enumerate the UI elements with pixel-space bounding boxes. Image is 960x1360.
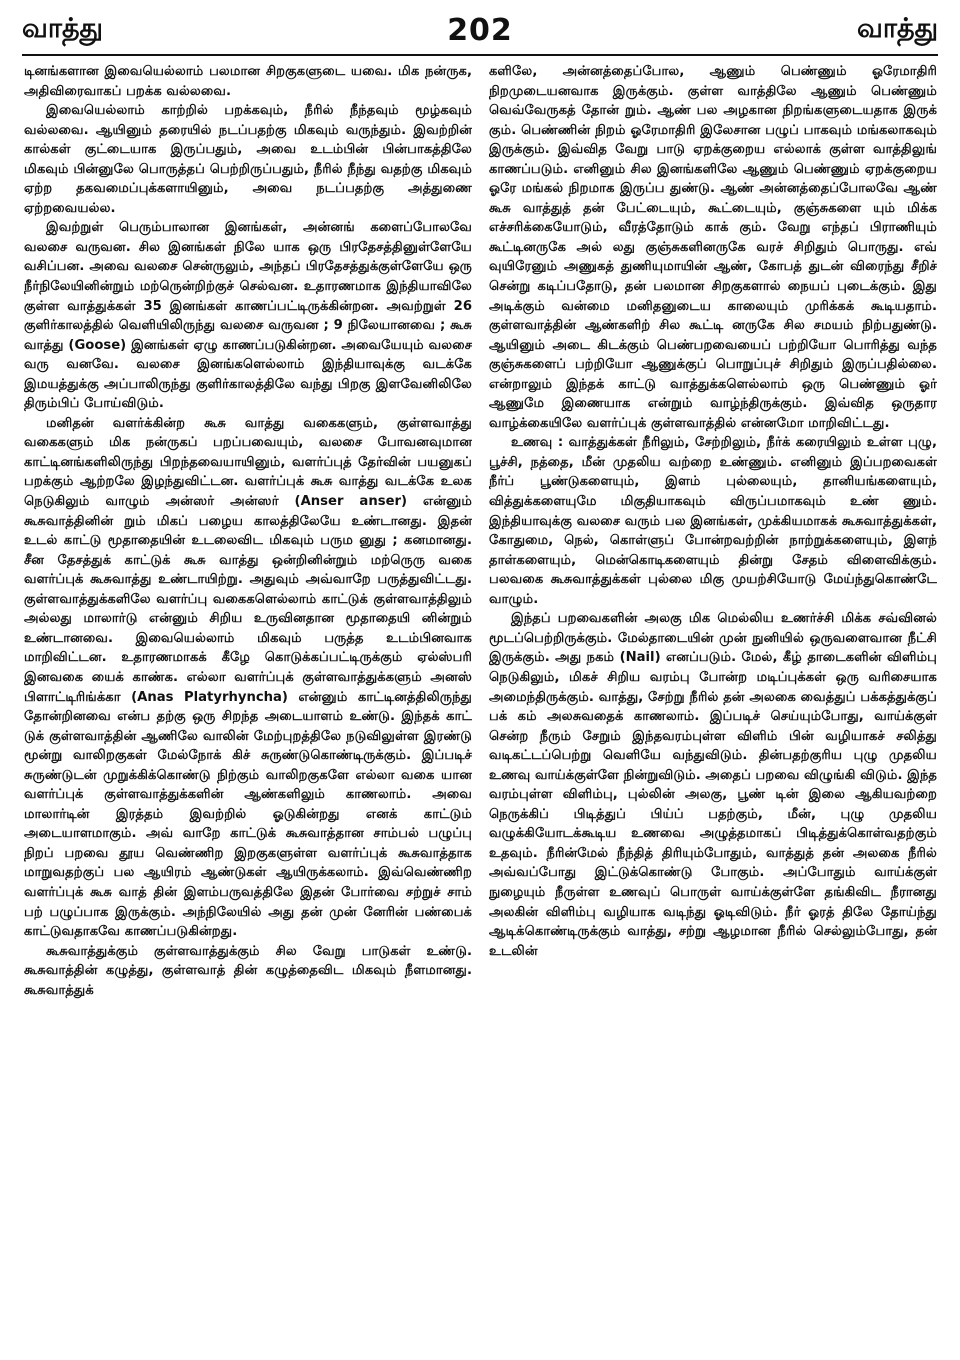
paragraph: களிலே, அன்னத்தைப்போல, ஆணும் பெண்ணும் ஓரேமாதிரி நிறமுடையனவாக இருக்கும். குள்ள வாத்திலே ஆணும் பெண்ணும் வெவ்வேருகத் தோன் றும். ஆண் பல அழகான நிறங்களுடையதாக இருக் கும். பெண்ணின் நிறம் ஓரேமாதிரி இலேசான பழுப் பாகவும் மங்கலாகவும் இருக்கும். இவ்வித வேறு பாடு ஏறக்குறைய எல்லாக் குள்ள வாத்திலுங் காணப்படும். எனினும் சில இனங்களிலே ஆணும் பெண்ணும் ஏறக்குறைய ஓரே மங்கல் நிறமாக இருப்ப துண்டு. ஆண் அன்னத்தைப்போலவே ஆண் கூசு வாத்துத் தன் பேட்டையும், கூட்டையும், குஞ்சுகளை யும் மிக்க எச்சரிக்கையோடும், வீரத்தோடும் காக் கும். வேறு எந்தப் பிராணியும் கூட்டினருகே அல் லது குஞ்சுகளினருகே வரச் சிறிதும் பொருது. எவ் வுயிரேனும் அணுகத் துணியுமாயின் ஆண், கோபத் துடன் விரைந்து சீறிச் சென்று கடிப்பதோடு, தன் பலமான சிறகுகளால் நையப் புடைக்கும். இது அடிக்கும் வன்மை மனிதனுடைய காலையும் முரிக்கக் கூடியதாம். குள்ளவாத்தின் ஆண்களிற் சில கூட்டி னருகே சில சமயம் நிற்பதுண்டு. ஆயினும் அடை கிடக்கும் பெண்பறவையைப் பற்றியோ பொரித்து வந்த குஞ்சுகளைப் பற்றியோ ஆணுக்குப் பொறுப்புச் சிறிதும் இருப்பதில்லை. என்றாலும் இந்தக் காட்டு வாத்துக்களெல்லாம் ஒரு பெண்ணும் ஓர் ஆணுமே இணையாக என்றும் வாழ்ந்திருக்கும். இவ்வித ஒருதார வாழ்க்கையிலே வளர்ப்புக் குள்ளவாத்தில் என்னமோ மாறிவிட்டது. [489, 64, 937, 431]
paragraph: இவையெல்லாம் காற்றில் பறக்கவும், நீரில் நீந்தவும் மூழ்கவும் வல்லவை. ஆயினும் தரையில் நடப்பதற்கு மிகவும் வருந்தும். இவற்றின் கால்கள் குட்டையாக இருப்பதும், அவை உடம்பின் பின்பாகத்திலே மிகவும் பின்னுலே பொருத்தப் பெற்றிருப்பதும், நீரில் நீந்து வதற்கு மிகவும் ஏற்ற தகவமைப்புக்களாயினும், அவை நடப்பதற்கு அத்துணை ஏற்றவையல்ல. [24, 103, 472, 216]
paragraph: கூசுவாத்துக்கும் குள்ளவாத்துக்கும் சில வேறு பாடுகள் உண்டு. கூசுவாத்தின் கழுத்து, குள்ளவாத் தின் கழுத்தைவிட மிகவும் நீளமானது. கூசுவாத்துக் [24, 943, 472, 998]
right-headword: வாத்து [857, 12, 938, 44]
paragraph: மனிதன் வளர்க்கின்ற கூசு வாத்து வகைகளும், குள்ளவாத்து வகைகளும் மிக நன்ருகப் பறப்பவையும், வலசை போவனவுமான காட்டினங்களிலிருந்து பிறந்தவையாயினும், வளர்ப்புத் தேர்வின் பயனுகப் பறக்கும் ஆற்றலே இழந்துவிட்டன. வளர்ப்புக் கூசு வாத்து வடக்கே உலக நெடுகிலும் வாழும் அன்ஸர் அன்ஸர் (Anser anser) என்னும் கூசுவாத்தினின் றும் மிகப் பழைய காலத்திலேயே உண்டானது. இதன் உடல் காட்டு மூதாதையின் உடலைவிட மிகவும் பரும னுது ; கனமானது. சீன தேசத்துக் காட்டுக் கூசு வாத்து ஒன்றினின்றும் மற்ருெரு வகை வளர்ப்புக் கூசுவாத்து உண்டாயிற்று. அதுவும் அவ்வாறே பருத்துவிட்டது. குள்ளவாத்துக்களிலே வளர்ப்பு வகைகளெல்லாம் காட்டுக் குள்ளவாத்திலும் அல்லது மாலார்டு என்னும் சிறிய உருவினதான மூதாதையி னின்றும் உண்டானவை. இவையெல்லாம் மிகவும் பருத்த உடம்பினவாக மாறிவிட்டன. உதாரணமாகக் கீழே கொடுக்கப்பட்டிருக்கும் ஏல்ஸ்பரி இனவகை யைக் காண்க. எல்லா வளர்ப்புக் குள்ளவாத்துக்களும் அனஸ் பிளாட்டிரிங்க்கா (Anas Platyrhyncha) என்னும் காட்டினத்திலிருந்து தோன்றினவை என்ப தற்கு ஒரு சிறந்த அடையாளம் உண்டு. இந்தக் காட் டுக் குள்ளவாத்தின் ஆணிலே வாலின் மேற்புறத்திலே நடுவிலுள்ள இரண்டு மூன்று வாலிறகுகள் மேல்நோக் கிச் சுருண்டுகொண்டிருக்கும். இப்படிச் சுருண்டுடன் முறுக்கிக்கொண்டு நிற்கும் வாலிறகுகளே எல்லா வகை யான வளர்ப்புக் குள்ளவாத்துக்களின் ஆண்களிலும் காணலாம். அவை மாலார்டின் இரத்தம் இவற்றில் ஓடுகின்றது எனக் காட்டும் அடையாளமாகும். அவ் வாறே காட்டுக் கூசுவாத்தான சாம்பல் பழுப்பு நிறப் பறவை தூய வெண்ணிற இறகுகளுள்ள வளர்ப்புக் கூசுவாத்தாக மாறுவதற்குப் பல ஆயிரம் ஆண்டுகள் ஆயிருக்கலாம். இவ்வெண்ணிற வளர்ப்புக் கூசு வாத் தின் இளம்பருவத்திலே இதன் போர்வை சற்றுச் சாம் பற் பழுப்பாக இருக்கும். அந்நிலேயில் அது தன் முன் னேரின் பண்பைக் காட்டுவதாகவே காணப்படுகின்றது. [24, 415, 472, 940]
paragraph: இந்தப் பறவைகளின் அலகு மிக மெல்லிய உணர்ச்சி மிக்க சவ்வினல் மூடப்பெற்றிருக்கும். மேல்தாடையின் முன் நுனியில் ஒருவளைவான நீட்சி இருக்கும். அது நகம் (Nail) எனப்படும். மேல், கீழ் தாடைகளின் விளிம்பு நெடுகிலும், மிகச் சிறிய வரம்பு போன்ற மடிப்புக்கள் ஒரு வரிசையாக அமைந்திருக்கும். வாத்து, சேற்று நீரில் தன் அலகை வைத்துப் பக்கத்துக்குப் பக் கம் அலசுவதைக் காணலாம். இப்படிச் செய்யும்போது, வாய்க்குள் சென்ற நீரும் சேறும் இந்தவரம்புள்ள விளிம் பின் வழியாகச் சலித்து வடிகட்டப்பெற்று வெளியே வந்துவிடும். தின்பதற்குரிய புழு முதலிய உணவு வாய்க்குள்ளே நின்றுவிடும். அதைப் பறவை விழுங்கி விடும். இந்த வரம்புள்ள விளிம்பு, புல்லின் அலகு, பூண் டின் இலை ஆகியவற்றை நெருக்கிப் பிடித்துப் பிய்ப் பதற்கும், மீன், புழு முதலிய வழுக்கியோடக்கூடிய உணவை அழுத்தமாகப் பிடித்துக்கொள்வதற்கும் உதவும். நீரின்மேல் நீந்தித் திரியும்போதும், வாத்துத் தன் அலகை நீரில் அவ்வப்போது இட்டுக்கொண்டு போகும். அப்போதும் வாய்க்குள் நுழையும் நீருள்ள உணவுப் பொருள் வாய்க்குள்ளே தங்கிவிட நீரானது அலகின் விளிம்பு வழியாக வடிந்து ஓடிவிடும். நீர் ஓரத் திலே தோய்ந்து ஆடிக்கொண்டிருக்கும் வாத்து, சற்று ஆழமான நீரில் செல்லும்போது, தன் உடலின் [489, 611, 937, 959]
left-column [24, 62, 472, 1350]
paragraph: உணவு : வாத்துக்கள் நீரிலும், சேற்றிலும், நீர்க் கரையிலும் உள்ள புழு, பூச்சி, நத்தை, மீன் முதலிய வற்றை உண்ணும். எனினும் இப்பறவைகள் நீர்ப் பூண்டுகளையும், இளம் புல்லையும், தானியங்களையும், வித்துக்களையுமே மிகுதியாகவும் விருப்பமாகவும் உண் ணும். இந்தியாவுக்கு வலசை வரும் பல இனங்கள், முக்கியமாகக் கூசுவாத்துக்கள், கோதுமை, நெல், கொள்ளுப் போன்றவற்றின் நாற்றுக்களையும், இளந் தாள்களையும், மென்கொடிகளையும் தின்று சேதம் விளைவிக்கும். பலவகை கூசுவாத்துக்கள் புல்லை மிகு முயற்சியோடு மேய்ந்துகொண்டே வாழும். [489, 435, 937, 607]
right-column [489, 62, 937, 1350]
paragraph: டினங்களான இவையெல்லாம் பலமான சிறகுகளுடை யவை. மிக நன்ருக, அதிவிரைவாகப் பறக்க வல்லவை. [24, 64, 472, 99]
page-header [22, 8, 938, 52]
header-rule [22, 54, 938, 56]
page-number: 202 [447, 12, 513, 48]
paragraph: இவற்றுள் பெரும்பாலான இனங்கள், அன்னங் களைப்போலவே வலசை வருவன. சில இனங்கள் நிலே யாக ஒரு பிரதேசத்தினுள்ளேயே வசிப்பன. அவை வலசை சென்ருலும், அந்தப் பிரதேசத்துக்குள்ளேயே ஒரு நீர்நிலேயினின்றும் மற்ருென்றிற்குச் செல்வன. உதாரணமாக இந்தியாவிலே குள்ள வாத்துக்கள் 35 இனங்கள் காணப்பட்டிருக்கின்றன. அவற்றுள் 26 குளிர்காலத்தில் வெளியிலிருந்து வலசை வருவன ; 9 நிலேயானவை ; கூசு வாத்து (Goose) இனங்கள் ஏழு காணப்படுகின்றன. அவையேயும் வலசை வரு வனவே. வலசை இனங்களெல்லாம் இந்தியாவுக்கு வடக்கே இமயத்துக்கு அப்பாலிருந்து குளிர்காலத்திலே வந்து பிறகு இளவேனிலிலே திரும்பிப் போய்விடும். [24, 220, 472, 412]
left-headword: வாத்து [22, 12, 103, 44]
